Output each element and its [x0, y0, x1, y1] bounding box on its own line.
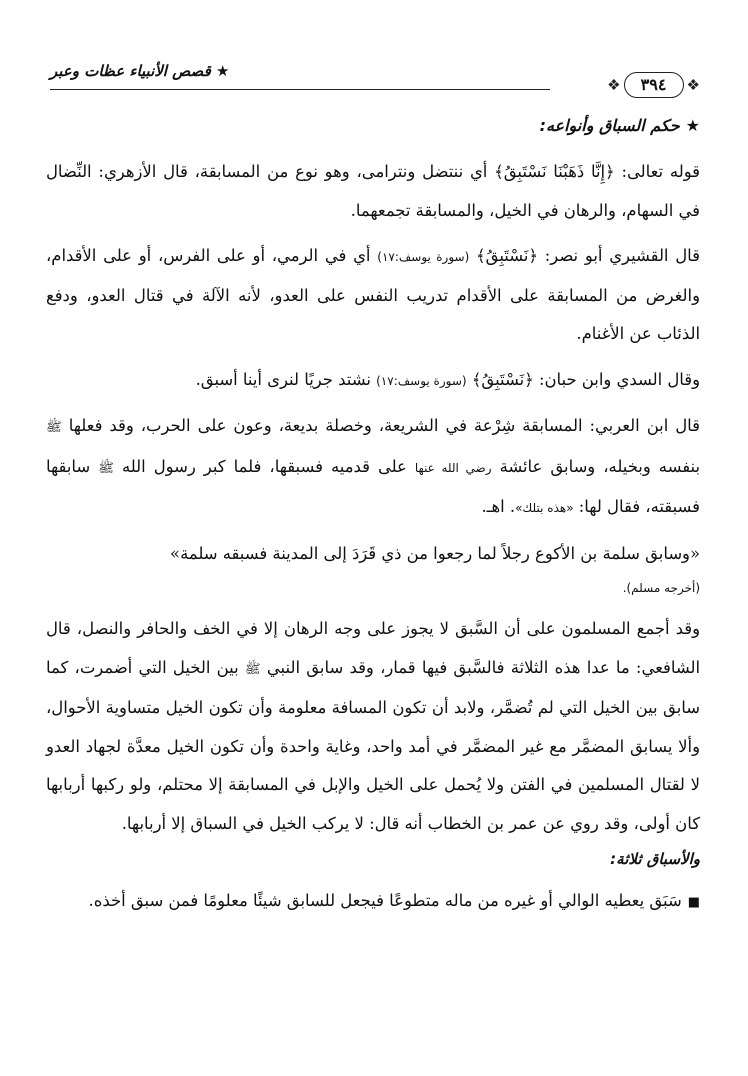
paragraph-text: وقال السدي وابن حبان: ﴿نَسْتَبِقُ﴾ [471, 369, 700, 389]
salawat-symbol: ﷺ [98, 460, 114, 476]
paragraph-text: «وسابق سلمة بن الأكوع رجلاً لما رجعوا من ذي قَرَدَ إلى المدينة فسبقه سلمة» [170, 543, 700, 563]
page-number: ٣٩٤ [624, 72, 684, 98]
paragraph-text: أي في الرمي، أو على الفرس، أو على الأقدام، والغرض من المسابقة على الأقدام تدريب النفس على العدو، لأنه الآلة في قتال العدو، ودفع الذئاب عن الأغنام. [46, 246, 700, 343]
bullet-icon: ■ [687, 895, 700, 910]
paragraph [46, 610, 700, 843]
hadith-quote [46, 535, 700, 604]
paragraph-text: نشتد جريًا لنرى أينا أسبق. [195, 369, 371, 389]
radiya-symbol: رضي الله عنها [414, 460, 492, 475]
salawat-symbol: ﷺ [244, 661, 261, 677]
section-heading-text: حكم السباق وأنواعه: [539, 116, 680, 135]
sub-heading: والأسباق ثلاثة: [610, 850, 700, 868]
paragraph: قوله تعالى: ﴿إِنَّا ذَهَبْنَا نَسْتَبِقُ﴾ أي ننتضل ونترامى، وهو نوع من المسابقة، قال الأزهري: النِّضال في السهام، والرهان في الخيل، والمسابقة تجمعهما. [46, 162, 700, 220]
paragraph-text: بنفسه وبخيله، وسابق عائشة [499, 456, 701, 476]
paragraph [46, 237, 700, 354]
paragraph-text: قال القشيري أبو نصر: ﴿نَسْتَبِقُ﴾ [476, 246, 700, 265]
quran-reference: (سورة يوسف:١٧) [376, 373, 467, 388]
ornament-icon: ❖ [607, 75, 621, 94]
quote-text: «هذه بتلك» [515, 501, 574, 515]
star-icon: ★ [685, 116, 700, 135]
running-title: ★ قصص الأنبياء عظات وعبر [50, 62, 230, 80]
paragraph-text: على قدميه فسبقها، فلما كبر رسول الله [121, 456, 407, 476]
paragraph-text: . اهـ. [481, 497, 516, 516]
hadith-source: (أخرجه مسلم). [622, 581, 700, 595]
section-heading [46, 116, 700, 135]
list-item-text: سَبَق يعطيه الوالي أو غيره من ماله متطوعًا فيجعل للسابق شيئًا معلومًا فمن سبق أخذه. [88, 891, 682, 910]
list-item [46, 882, 700, 923]
quran-reference: (سورة يوسف:١٧) [377, 250, 470, 264]
paragraph-text: قال ابن العربي: المسابقة شِرْعة في الشريعة، وخصلة بديعة، وعون على الحرب، وقد فعلها [68, 416, 701, 435]
page-number-badge [607, 72, 700, 98]
paragraph [46, 407, 700, 528]
page-header [50, 62, 700, 106]
salawat-symbol: ﷺ [46, 420, 62, 435]
paragraph [46, 361, 700, 401]
paragraph-text: بين الخيل التي أضمرت، كما سابق بين الخيل التي لم تُضمَّر، ولابد أن تكون المسافة معلومة وأن تكون الخيل متساوية الأحوال، وألا يسابق المضمَّر مع غير المضمَّر في أمد واحد، وغاية واحدة وأن تكون الخيل معدَّة لجهاد العدو لا لقتال المسلمين في الفتن ولا يُحمل على الخيل والإبل في المسابقة إلا محتلم، ولو ركبها أربابها كان أولى، وقد روي عن عمر بن الخطاب أنه قال: لا يركب الخيل في السباق إلا أربابها. [46, 657, 700, 833]
header-divider [50, 89, 550, 90]
ornament-icon: ❖ [686, 75, 700, 94]
paragraph-text: وقد أجمع المسلمون على أن السَّبق لا يجوز على وجه الرهان إلا في الخف والحافر والنصل، قال الشافعي: ما عدا هذه الثلاثة فالسَّبق فيها قمار، وقد سابق النبي [46, 619, 701, 677]
paragraph-text: سابقها فسبقته، فقال لها: [46, 456, 700, 516]
page-body [46, 116, 700, 930]
